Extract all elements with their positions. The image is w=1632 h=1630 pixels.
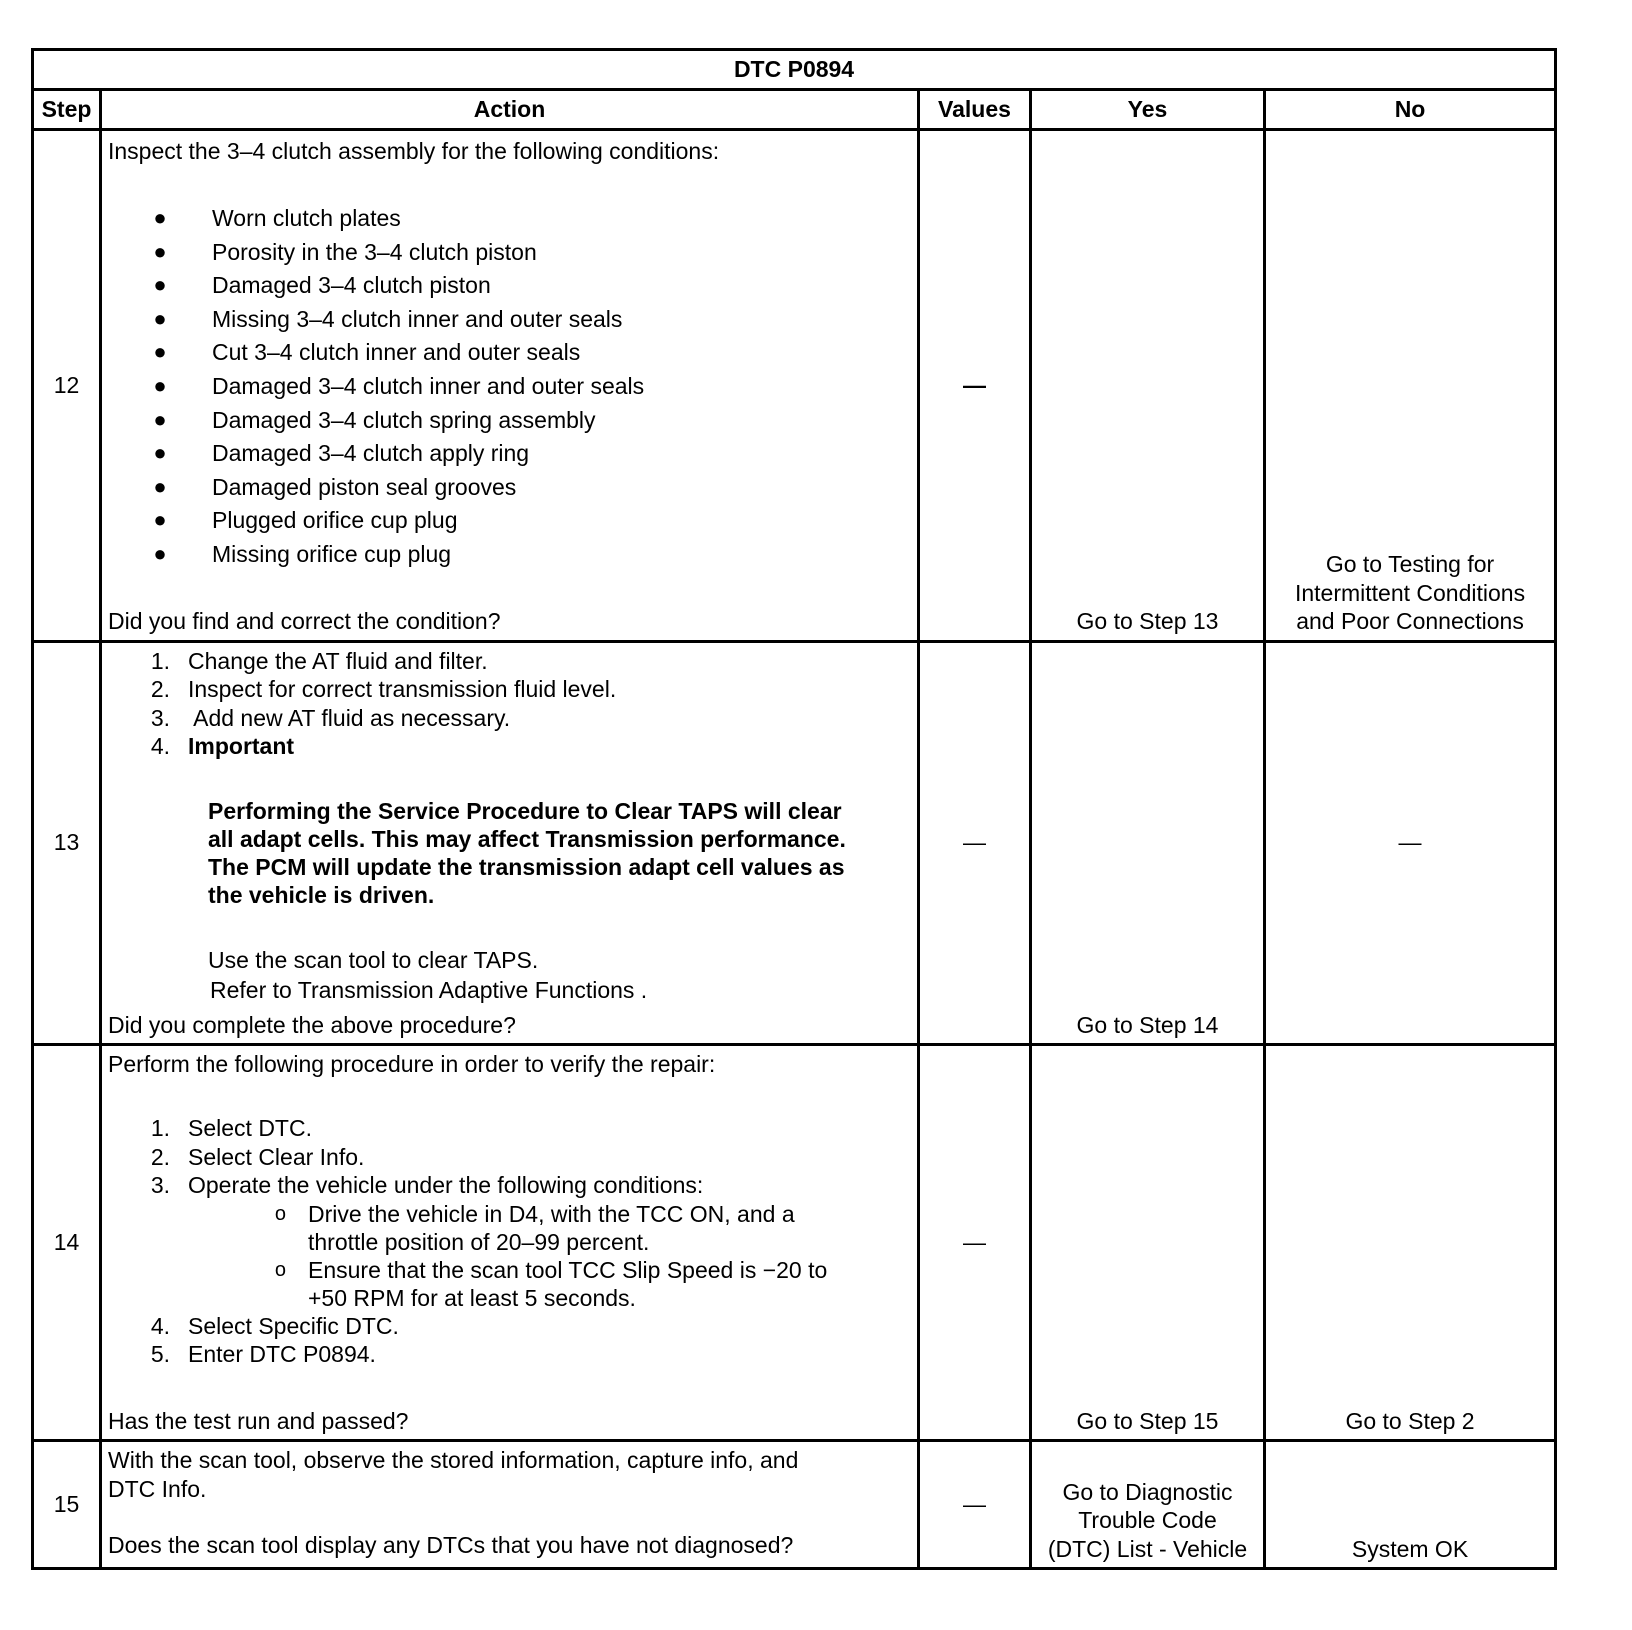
- table-title: DTC P0894: [33, 50, 1556, 90]
- list-item: [108, 403, 911, 437]
- bullet-icon: ●: [153, 540, 167, 566]
- list-item: [108, 647, 911, 676]
- table-row-step-12: [33, 130, 1556, 642]
- list-item-text: Damaged 3–4 clutch apply ring: [212, 440, 530, 467]
- sub-list-item: [108, 1200, 911, 1256]
- action-question: Did you find and correct the condition?: [108, 608, 501, 635]
- yes-link-line[interactable]: (DTC) List - Vehicle: [1047, 1535, 1248, 1562]
- bullet-icon: ●: [153, 339, 167, 365]
- list-item-text: Missing orifice cup plug: [212, 540, 452, 567]
- list-item: [108, 1114, 911, 1143]
- yes-link-line[interactable]: Trouble Code: [1078, 1507, 1217, 1534]
- list-item-text: Damaged 3–4 clutch piston: [212, 272, 491, 299]
- action-cell: [101, 130, 919, 642]
- important-label: Important: [188, 733, 295, 760]
- list-item: [108, 1143, 911, 1172]
- list-item: [108, 1312, 911, 1341]
- bullet-icon: ●: [153, 205, 167, 231]
- no-cell: Go to Step 2: [1265, 1045, 1556, 1441]
- action-question: Did you complete the above procedure?: [108, 1011, 516, 1038]
- list-item-number: 4.: [150, 1312, 170, 1339]
- bullet-icon: ●: [153, 272, 167, 298]
- list-item: [108, 336, 911, 370]
- no-cell-line: Go to Testing for: [1325, 551, 1495, 578]
- list-item: [108, 1340, 911, 1369]
- circle-bullet-icon: o: [274, 1202, 286, 1225]
- header-values: Values: [919, 90, 1031, 130]
- list-item: [108, 470, 911, 504]
- step-number: 12: [33, 130, 101, 642]
- action-intro: DTC Info.: [108, 1475, 207, 1502]
- list-item-text: Add new AT fluid as necessary.: [188, 704, 511, 731]
- list-item-number: 2.: [150, 1143, 170, 1170]
- list-item-number: 5.: [150, 1341, 170, 1368]
- list-item-number: 2.: [150, 676, 170, 703]
- action-cell: [101, 1045, 919, 1441]
- list-item-number: 1.: [150, 647, 170, 674]
- no-cell-line: Intermittent Conditions: [1294, 579, 1526, 606]
- important-line: all adapt cells. This may affect Transmission performance.: [208, 825, 846, 852]
- no-cell: System OK: [1265, 1441, 1556, 1569]
- action-question: Has the test run and passed?: [108, 1407, 409, 1434]
- list-item-text: Inspect for correct transmission fluid level.: [188, 676, 617, 703]
- sub-item-line: throttle position of 20–99 percent.: [308, 1228, 650, 1255]
- list-item: [108, 202, 911, 236]
- sub-item-line: Ensure that the scan tool TCC Slip Speed is −20 to: [308, 1256, 828, 1283]
- list-item: [108, 537, 911, 571]
- header-action: Action: [101, 90, 919, 130]
- action-cell: [101, 641, 919, 1045]
- list-item-text: Missing 3–4 clutch inner and outer seals: [212, 305, 623, 332]
- scan-instruction: Use the scan tool to clear TAPS.: [208, 946, 539, 973]
- header-step: Step: [33, 90, 101, 130]
- list-item-number: 3.: [150, 704, 170, 731]
- header-yes: Yes: [1031, 90, 1265, 130]
- list-item: [108, 369, 911, 403]
- sub-item-line: +50 RPM for at least 5 seconds.: [308, 1284, 636, 1311]
- step-number: 13: [33, 641, 101, 1045]
- refer-link[interactable]: Refer to Transmission Adaptive Functions .: [210, 976, 648, 1003]
- table-row-step-13: [33, 641, 1556, 1045]
- action-cell: [101, 1441, 919, 1569]
- bullet-icon: ●: [153, 440, 167, 466]
- list-item-text: Select DTC.: [188, 1115, 312, 1142]
- list-item: [108, 732, 911, 761]
- yes-link-line[interactable]: Go to Diagnostic: [1062, 1478, 1233, 1505]
- list-item-text: Select Clear Info.: [188, 1143, 365, 1170]
- no-cell: —: [1265, 641, 1556, 1045]
- dtc-table: [31, 48, 1557, 1570]
- bullet-icon: ●: [153, 305, 167, 331]
- values-cell: —: [919, 1045, 1031, 1441]
- bullet-icon: ●: [153, 473, 167, 499]
- important-note: [108, 797, 911, 909]
- list-item: [108, 269, 911, 303]
- action-intro: With the scan tool, observe the stored information, capture info, and: [108, 1447, 799, 1474]
- action-intro: Perform the following procedure in order to verify the repair:: [108, 1051, 716, 1078]
- yes-cell: [1031, 1441, 1265, 1569]
- table-row-step-15: [33, 1441, 1556, 1569]
- bullet-icon: ●: [153, 373, 167, 399]
- sub-list-item: [108, 1256, 911, 1312]
- list-item: [108, 235, 911, 269]
- sub-item-line: Drive the vehicle in D4, with the TCC ON, and a: [308, 1200, 795, 1227]
- no-cell: [1265, 130, 1556, 642]
- values-cell: —: [919, 641, 1031, 1045]
- list-item-number: 3.: [150, 1172, 170, 1199]
- step-number: 15: [33, 1441, 101, 1569]
- important-line: The PCM will update the transmission adapt cell values as: [208, 853, 845, 880]
- list-item-text: Operate the vehicle under the following conditions:: [188, 1172, 704, 1199]
- yes-cell: Go to Step 15: [1031, 1045, 1265, 1441]
- yes-cell: Go to Step 14: [1031, 641, 1265, 1045]
- list-item-text: Worn clutch plates: [212, 205, 401, 232]
- list-item-text: Damaged 3–4 clutch spring assembly: [212, 406, 596, 433]
- list-item-text: Porosity in the 3–4 clutch piston: [212, 238, 537, 265]
- no-cell-line: and Poor Connections: [1296, 608, 1524, 635]
- list-item-text: Cut 3–4 clutch inner and outer seals: [212, 339, 581, 366]
- list-item: [108, 302, 911, 336]
- list-item-text: Change the AT fluid and filter.: [188, 647, 488, 674]
- list-item: [108, 1171, 911, 1200]
- header-row: [33, 90, 1556, 130]
- important-line: the vehicle is driven.: [208, 881, 435, 908]
- bullet-icon: ●: [153, 406, 167, 432]
- list-item: [108, 437, 911, 471]
- list-item: [108, 504, 911, 538]
- bullet-icon: ●: [153, 238, 167, 264]
- values-cell: —: [919, 130, 1031, 642]
- list-item-number: 4.: [150, 733, 170, 760]
- table-row-step-14: [33, 1045, 1556, 1441]
- bullet-icon: ●: [153, 507, 167, 533]
- circle-bullet-icon: o: [274, 1258, 286, 1281]
- list-item-text: Damaged 3–4 clutch inner and outer seals: [212, 373, 645, 400]
- list-item: [108, 704, 911, 733]
- action-intro: Inspect the 3–4 clutch assembly for the following conditions:: [108, 138, 720, 164]
- list-item-text: Select Specific DTC.: [188, 1312, 399, 1339]
- list-item-text: Damaged piston seal grooves: [212, 473, 517, 500]
- list-item-number: 1.: [150, 1115, 170, 1142]
- list-item-text: Enter DTC P0894.: [188, 1341, 376, 1368]
- step-number: 14: [33, 1045, 101, 1441]
- action-question: Does the scan tool display any DTCs that you have not diagnosed?: [108, 1532, 794, 1559]
- values-cell: —: [919, 1441, 1031, 1569]
- list-item: [108, 675, 911, 704]
- important-line: Performing the Service Procedure to Clear TAPS will clear: [208, 797, 842, 824]
- yes-cell: Go to Step 13: [1031, 130, 1265, 642]
- title-row: [33, 50, 1556, 90]
- header-no: No: [1265, 90, 1556, 130]
- list-item-text: Plugged orifice cup plug: [212, 507, 458, 534]
